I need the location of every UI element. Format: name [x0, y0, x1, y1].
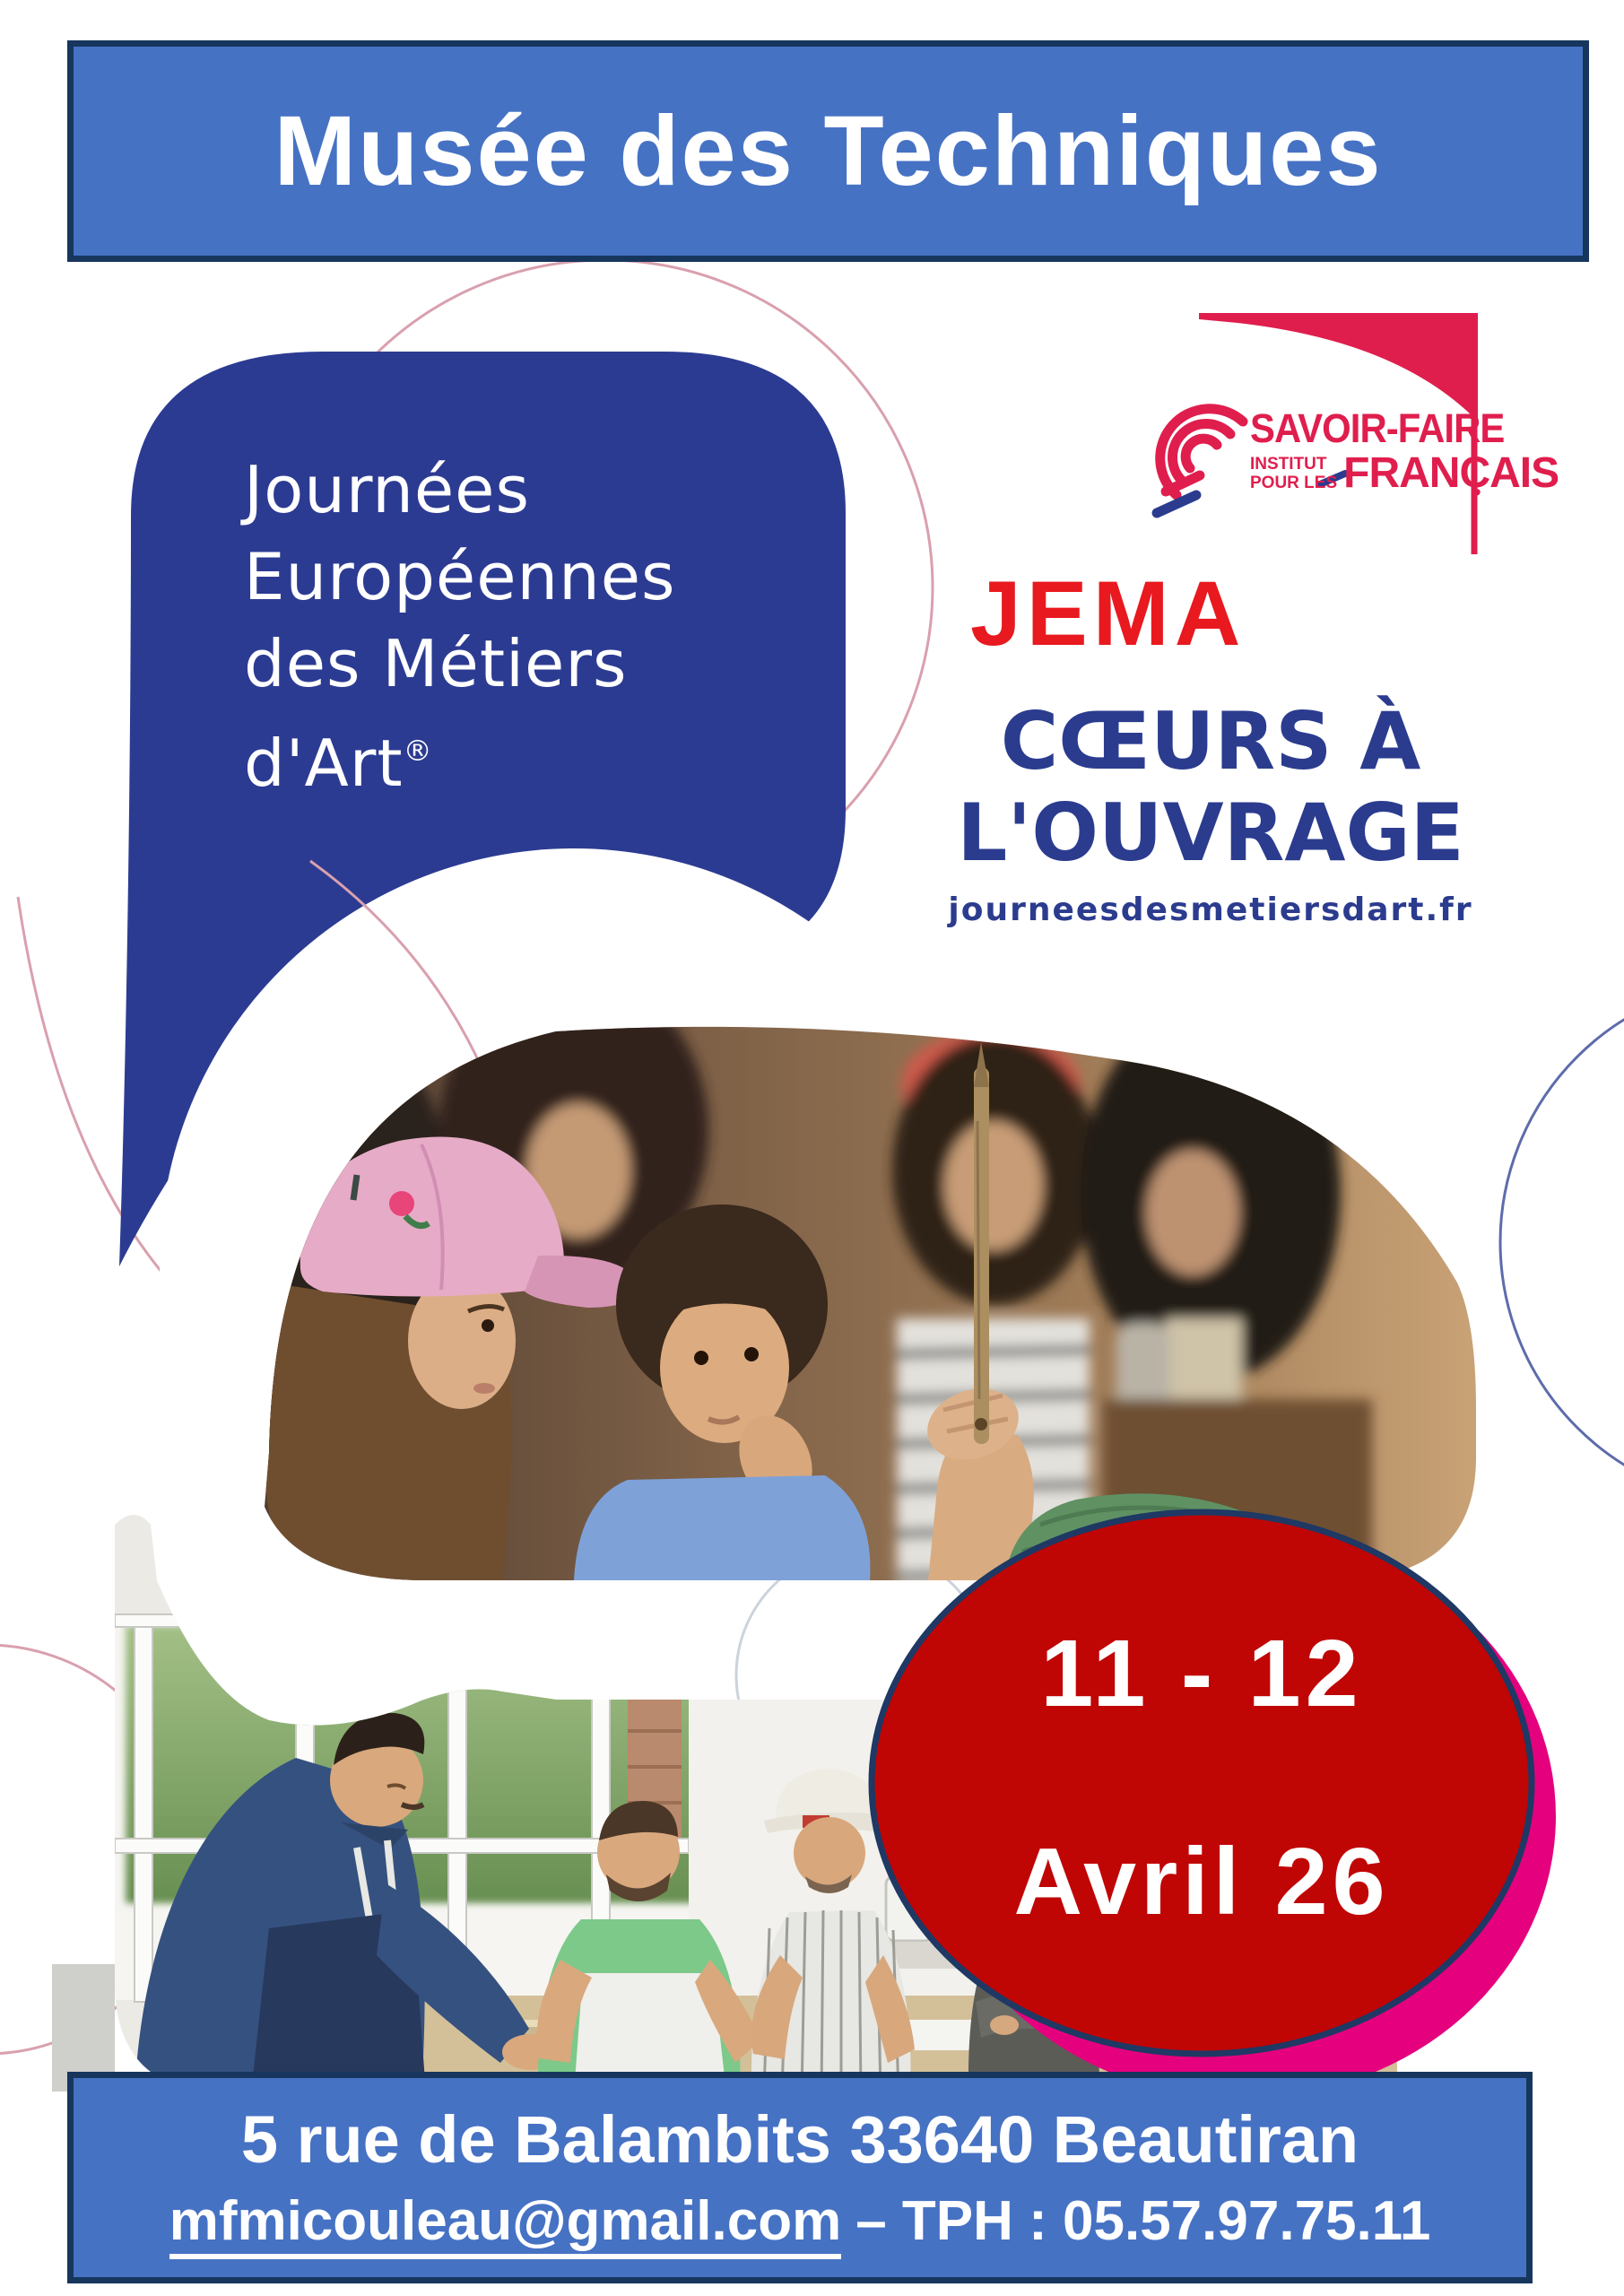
contact-banner: [67, 2072, 1533, 2283]
bubble-line: Européennes: [244, 539, 676, 614]
decorative-navy-circle: [1500, 980, 1624, 1504]
savoir-faire-logo: [1250, 405, 1559, 498]
registered-trademark: ®: [403, 734, 433, 768]
jema-bubble-text: [244, 447, 676, 807]
poster-title: Musée des Techniques: [274, 96, 1383, 206]
phone-number: – TPH : 05.57.97.75.11: [855, 2190, 1431, 2252]
jema-slogan: CŒURS À L'OUVRAGE: [957, 695, 1464, 879]
contact-line: [74, 2189, 1526, 2253]
savoir-faire-subtitle: INSTITUT POUR LES: [1250, 455, 1338, 492]
badge-month-year: Avril 26: [1013, 1829, 1390, 1935]
savoir-faire-title2: FRANÇAIS: [1343, 449, 1559, 497]
bubble-line: Journées: [244, 452, 530, 527]
bubble-line: d'Art®: [244, 726, 433, 801]
email-link[interactable]: mfmicouleau@gmail.com: [169, 2190, 842, 2259]
jema-website: journeesdesmetiersdart.fr: [948, 891, 1473, 928]
jema-acronym: JEMA: [970, 562, 1246, 665]
bubble-line: des Métiers: [244, 626, 628, 701]
title-banner: [67, 40, 1589, 262]
address-line: 5 rue de Balambits 33640 Beautiran: [240, 2102, 1359, 2177]
savoir-faire-title: SAVOIR-FAIRE: [1250, 405, 1505, 451]
badge-dates: 11 - 12: [1040, 1621, 1363, 1726]
